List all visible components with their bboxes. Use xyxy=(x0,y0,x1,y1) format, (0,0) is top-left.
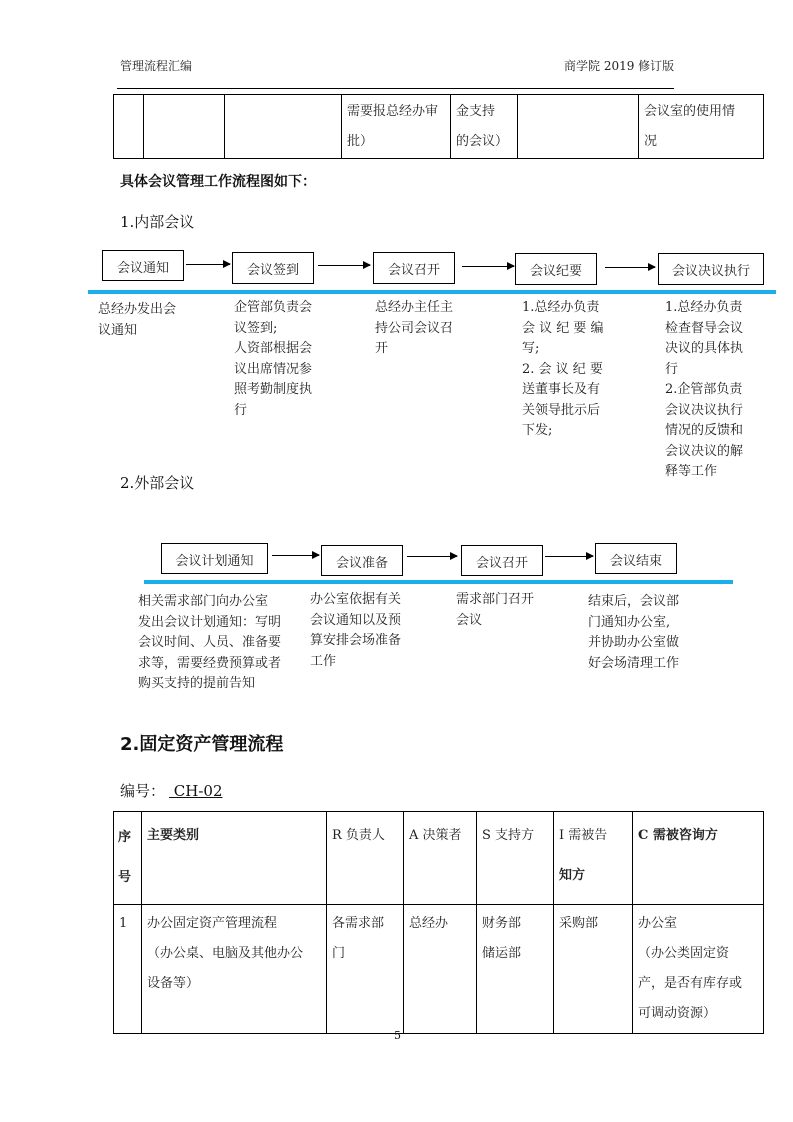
table-cell: 总经办 xyxy=(404,905,477,1034)
header-cell: 主要类别 xyxy=(142,812,327,905)
step-desc-signin: 企管部负责会 议签到; 人资部根据会 议出席情况参 照考勤制度执 行 xyxy=(234,300,313,418)
flow-step-execute: 会议决议执行 xyxy=(658,253,764,285)
step-desc-end: 结束后，会议部 门通知办公室, 并协助办公室做 好会场清理工作 xyxy=(588,594,680,671)
arrow-icon xyxy=(318,265,370,266)
table-row xyxy=(114,905,764,1034)
header-cell: C 需被咨询方 xyxy=(633,812,764,905)
step-desc-plan-notice: 相关需求部门向办公室 发出会议计划通知：写明 会议时间、人员、准备要 求等，需要经费预算或者 购买支持的提前告知 xyxy=(138,594,282,691)
step-desc-execute: 1.总经办负责 检查督导会议 决议的具体执 行 2.企管部负责 会议决议执行 情况的反馈和 会议决议的解 释等工作 xyxy=(665,300,744,479)
step-desc-hold: 需求部门召开 会议 xyxy=(456,592,535,628)
header-cell: A 决策者 xyxy=(404,812,477,905)
arrow-icon xyxy=(272,555,319,556)
header-cell: 序 号 xyxy=(114,812,142,905)
raci-table xyxy=(113,811,764,1034)
section-title: 2.固定资产管理流程 xyxy=(120,734,284,755)
flow-step-hold: 会议召开 xyxy=(461,545,543,576)
table-cell: 各需求部 门 xyxy=(327,905,404,1034)
table-cell: 办公固定资产管理流程 （办公桌、电脑及其他办公 设备等） xyxy=(142,905,327,1034)
table-cell: 财务部 储运部 xyxy=(477,905,554,1034)
doc-code-label: 编号： xyxy=(120,782,166,800)
table-header-row xyxy=(114,812,764,905)
flow-timeline-line xyxy=(144,580,733,584)
table-cell: 1 xyxy=(114,905,142,1034)
step-desc-open: 总经办主任主 持公司会议召 开 xyxy=(375,300,454,356)
page-number: 5 xyxy=(394,1029,401,1042)
arrow-icon xyxy=(407,556,457,557)
continued-table xyxy=(113,94,764,159)
flow-intro: 具体会议管理工作流程图如下： xyxy=(120,174,316,190)
step-desc-prepare: 办公室依据有关 会议通知以及预 算安排会场准备 工作 xyxy=(310,592,402,669)
table-cell xyxy=(518,95,639,159)
table-cell: 需要报总经办审 批） xyxy=(342,95,451,159)
flow-step-end: 会议结束 xyxy=(595,543,677,574)
table-cell: 办公室 （办公类固定资 产，是否有库存或 可调动资源） xyxy=(633,905,764,1034)
table-cell xyxy=(225,95,342,159)
external-title: 2.外部会议 xyxy=(120,474,195,492)
flow-step-notice: 会议通知 xyxy=(102,250,184,281)
step-desc-minutes: 1.总经办负责 会 议 纪 要 编 写; 2. 会 议 纪 要 送董事长及有 关领导批示后 下发; xyxy=(522,300,604,438)
flow-step-signin: 会议签到 xyxy=(232,252,314,284)
flow-step-minutes: 会议纪要 xyxy=(515,253,597,285)
header-cell: S 支持方 xyxy=(477,812,554,905)
flow-step-prepare: 会议准备 xyxy=(321,545,403,576)
arrow-icon xyxy=(545,556,593,557)
flow-step-open: 会议召开 xyxy=(373,252,455,284)
arrow-icon xyxy=(605,267,655,268)
arrow-icon xyxy=(186,264,230,265)
doc-code-value: CH-02 xyxy=(169,782,223,800)
internal-title: 1.内部会议 xyxy=(120,213,195,231)
table-cell: 金支持 的会议） xyxy=(451,95,518,159)
header-rule xyxy=(117,88,674,89)
header-cell: I 需被告 知方 xyxy=(554,812,633,905)
arrow-icon xyxy=(462,266,514,267)
table-cell xyxy=(144,95,225,159)
flow-step-plan-notice: 会议计划通知 xyxy=(161,543,268,574)
doc-code xyxy=(120,780,223,801)
step-desc-notice: 总经办发出会 议通知 xyxy=(98,302,177,338)
header-right: 商学院 2019 修订版 xyxy=(564,59,675,73)
table-cell xyxy=(114,95,144,159)
flow-timeline-line xyxy=(88,290,776,294)
header-cell: R 负责人 xyxy=(327,812,404,905)
header-left: 管理流程汇编 xyxy=(120,59,193,73)
table-cell: 采购部 xyxy=(554,905,633,1034)
table-cell: 会议室的使用情 况 xyxy=(639,95,764,159)
